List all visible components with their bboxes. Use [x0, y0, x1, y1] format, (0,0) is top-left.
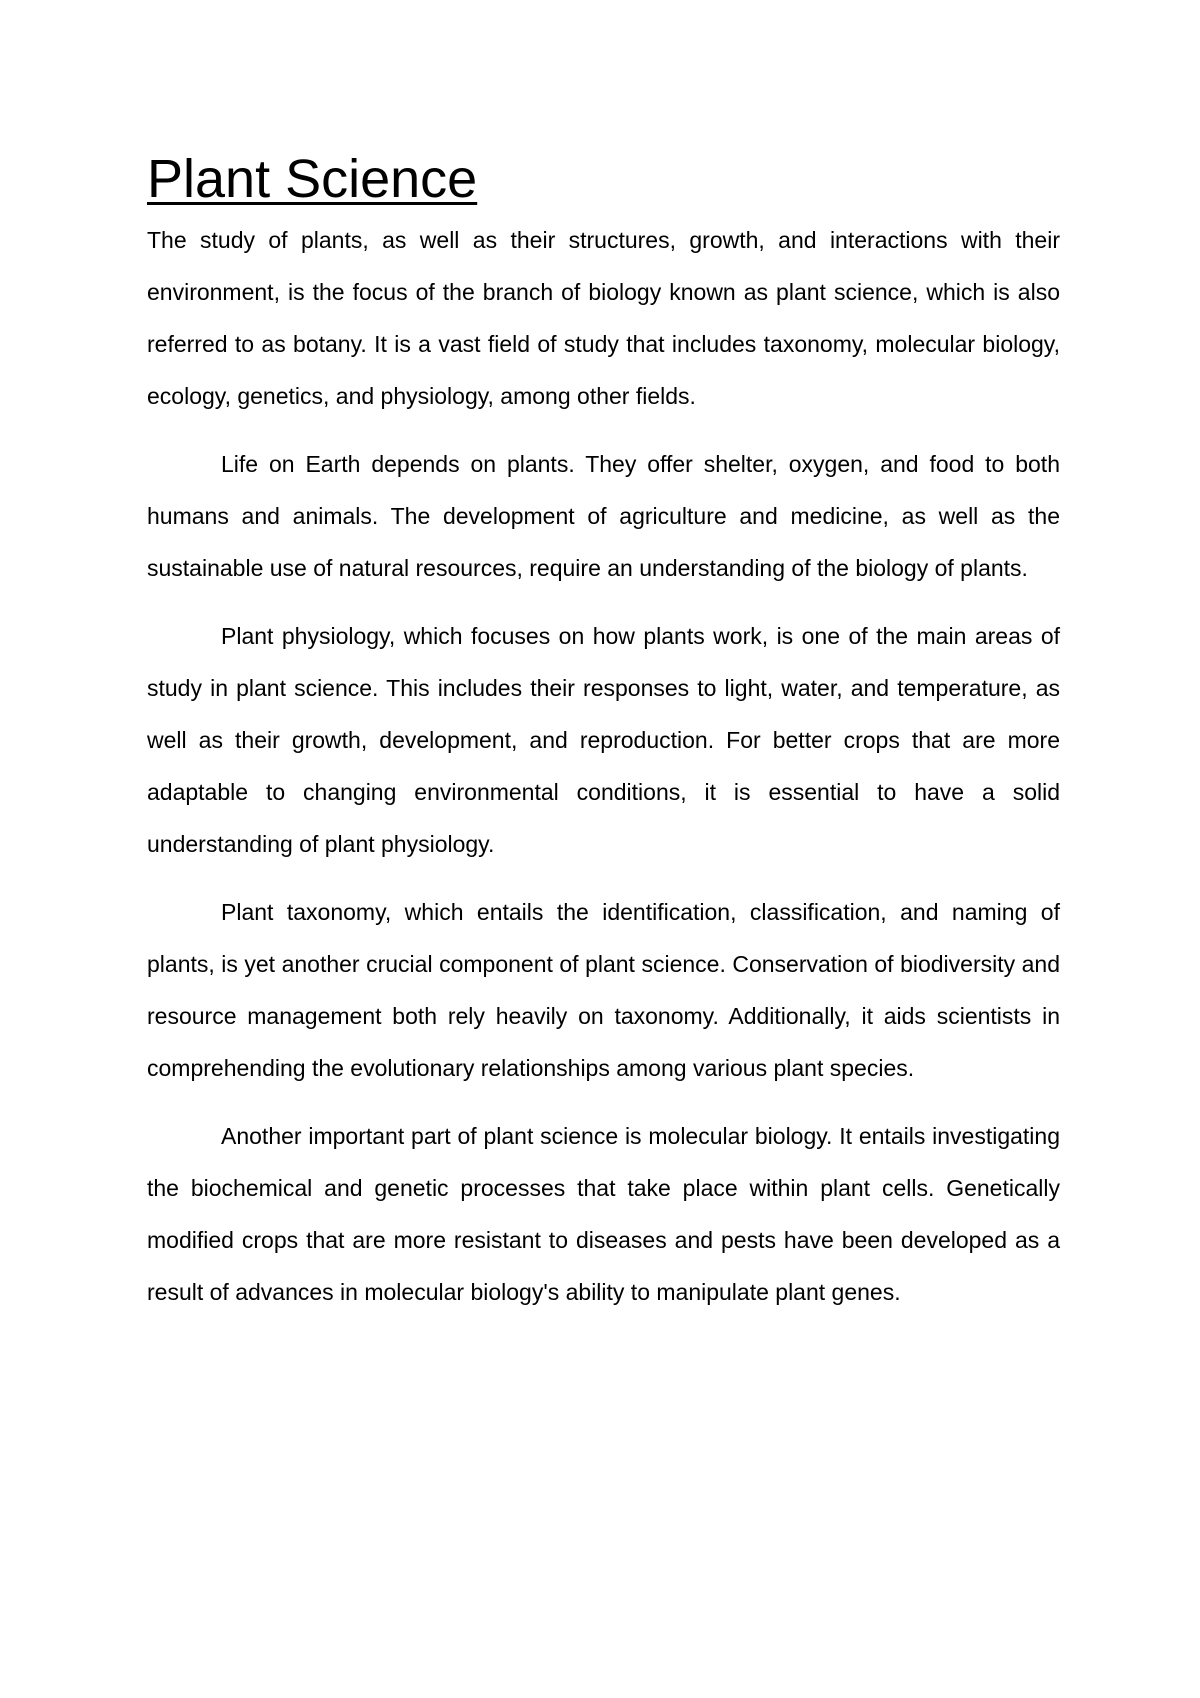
paragraph-physiology: Plant physiology, which focuses on how plants work, is one of the main areas of study in plant science. This includes their responses to light, water, and temperature, as well as their growth, development, and reproduction. For better crops that are more adaptable to changing environmental conditions, it is essential to have a solid understanding of plant physiology. [147, 623, 1060, 857]
paragraph-intro: The study of plants, as well as their structures, growth, and interactions with their environment, is the focus of the branch of biology known as plant science, which is also referred to as botany. It is a vast field of study that includes taxonomy, molecular biology, ecology, genetics, and physiology, among other fields. [147, 227, 1060, 409]
document-title: Plant Science [147, 149, 478, 209]
paragraph-taxonomy: Plant taxonomy, which entails the identification, classification, and naming of plants, is yet another crucial component of plant science. Conservation of biodiversity and resource management both rely heavily on taxonomy. Additionally, it aids scientists in comprehending the evolutionary relationships among various plant species. [147, 899, 1060, 1081]
paragraph-importance: Life on Earth depends on plants. They offer shelter, oxygen, and food to both humans and animals. The development of agriculture and medicine, as well as the sustainable use of natural resources, require an understanding of the biology of plants. [147, 451, 1060, 581]
paragraph-molecular-biology: Another important part of plant science is molecular biology. It entails investigating the biochemical and genetic processes that take place within plant cells. Genetically modified crops that are more resistant to diseases and pests have been developed as a result of advances in molecular biology's ability to manipulate plant genes. [147, 1123, 1060, 1305]
document-body [147, 148, 1060, 1334]
